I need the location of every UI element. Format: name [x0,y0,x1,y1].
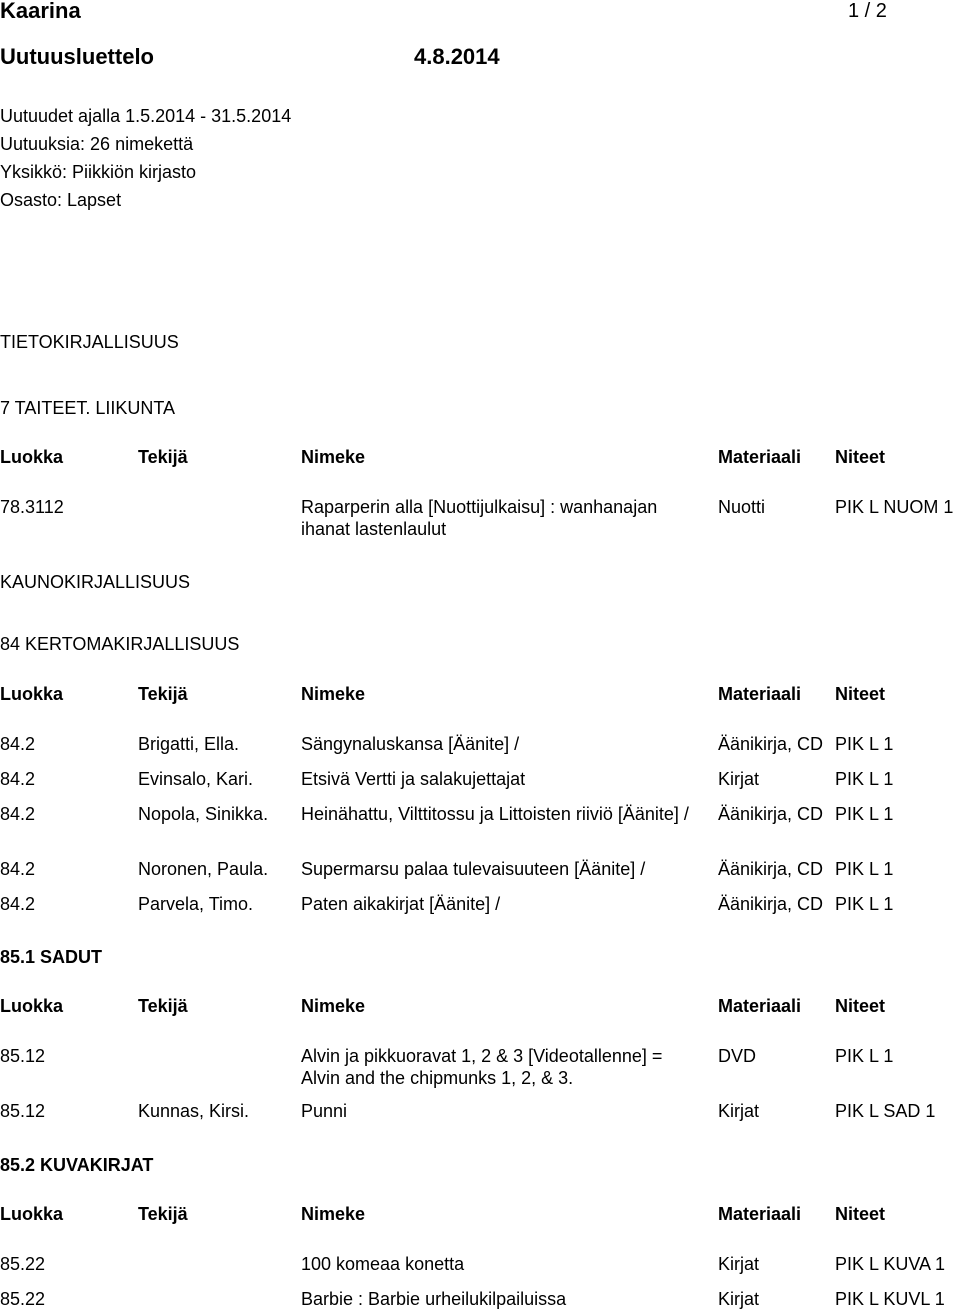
cell-niteet: PIK L 1 [835,769,894,789]
column-header-nimeke: Nimeke [301,684,366,704]
cell-niteet: PIK L 1 [835,894,894,914]
column-header-tekija: Tekijä [138,684,188,704]
cell-materiaali: DVD [718,1046,757,1066]
cell-luokka: 84.2 [0,859,36,879]
section-heading-kuvakirjat: 85.2 KUVAKIRJAT [0,1155,154,1175]
table-header [0,995,960,1017]
cell-luokka: 84.2 [0,734,36,754]
section-heading-tietokirjallisuus: TIETOKIRJALLISUUS [0,332,179,352]
cell-luokka: 84.2 [0,894,36,914]
column-header-tekija: Tekijä [138,996,188,1016]
cell-luokka: 85.22 [0,1289,46,1309]
cell-materiaali: Kirjat [718,1254,760,1274]
table-header [0,446,960,468]
cell-luokka: 85.22 [0,1254,46,1274]
cell-luokka: 85.12 [0,1101,46,1121]
cell-tekija: Nopola, Sinikka. [138,804,269,824]
cell-luokka: 78.3112 [0,497,64,517]
cell-niteet: PIK L KUVA 1 [835,1254,946,1274]
column-header-niteet: Niteet [835,1204,886,1224]
meta-period: Uutuudet ajalla 1.5.2014 - 31.5.2014 [0,106,292,126]
cell-niteet: PIK L SAD 1 [835,1101,936,1121]
cell-nimeke: Alvin ja pikkuoravat 1, 2 & 3 [Videotallenne] = Alvin and the chipmunks 1, 2, & 3. [301,1046,663,1088]
cell-materiaali: Äänikirja, CD [718,804,824,824]
column-header-tekija: Tekijä [138,447,188,467]
cell-tekija: Brigatti, Ella. [138,734,240,754]
meta-department: Osasto: Lapset [0,190,122,210]
column-header-nimeke: Nimeke [301,447,366,467]
cell-materiaali: Äänikirja, CD [718,859,824,879]
cell-luokka: 84.2 [0,769,36,789]
cell-materiaali: Kirjat [718,1101,760,1121]
cell-niteet: PIK L 1 [835,1046,894,1066]
column-header-luokka: Luokka [0,996,64,1016]
column-header-nimeke: Nimeke [301,1204,366,1224]
table-header [0,1203,960,1225]
column-header-niteet: Niteet [835,447,886,467]
cell-nimeke: Raparperin alla [Nuottijulkaisu] : wanhanajan ihanat lastenlaulut [301,497,658,539]
list-date: 4.8.2014 [414,44,500,69]
column-header-niteet: Niteet [835,996,886,1016]
section-heading-kaunokirjallisuus: KAUNOKIRJALLISUUS [0,572,191,592]
table-header [0,683,960,705]
column-header-nimeke: Nimeke [301,996,366,1016]
cell-nimeke: 100 komeaa konetta [301,1254,465,1274]
cell-tekija: Noronen, Paula. [138,859,269,879]
cell-nimeke: Sängynaluskansa [Äänite] / [301,734,520,754]
cell-tekija: Evinsalo, Kari. [138,769,254,789]
cell-nimeke: Etsivä Vertti ja salakujettajat [301,769,526,789]
organization-name: Kaarina [0,0,81,23]
cell-materiaali: Nuotti [718,497,766,517]
cell-materiaali: Kirjat [718,769,760,789]
cell-tekija: Kunnas, Kirsi. [138,1101,250,1121]
page-number: 1 / 2 [848,0,887,22]
cell-materiaali: Äänikirja, CD [718,894,824,914]
cell-nimeke: Punni [301,1101,348,1121]
meta-count: Uutuuksia: 26 nimekettä [0,134,194,154]
cell-nimeke: Heinähattu, Vilttitossu ja Littoisten riiviö [Äänite] / [301,804,689,824]
column-header-niteet: Niteet [835,684,886,704]
column-header-materiaali: Materiaali [718,1204,802,1224]
cell-nimeke: Paten aikakirjat [Äänite] / [301,894,501,914]
cell-materiaali: Kirjat [718,1289,760,1309]
cell-niteet: PIK L 1 [835,859,894,879]
section-heading-sadut: 85.1 SADUT [0,947,103,967]
column-header-materiaali: Materiaali [718,684,802,704]
cell-nimeke: Supermarsu palaa tulevaisuuteen [Äänite] / [301,859,646,879]
column-header-luokka: Luokka [0,684,64,704]
cell-tekija: Parvela, Timo. [138,894,254,914]
cell-materiaali: Äänikirja, CD [718,734,824,754]
column-header-materiaali: Materiaali [718,447,802,467]
cell-luokka: 84.2 [0,804,36,824]
cell-niteet: PIK L NUOM 1 [835,497,954,517]
cell-luokka: 85.12 [0,1046,46,1066]
meta-unit: Yksikkö: Piikkiön kirjasto [0,162,197,182]
column-header-luokka: Luokka [0,447,64,467]
column-header-tekija: Tekijä [138,1204,188,1224]
cell-niteet: PIK L 1 [835,734,894,754]
section-heading-kertomakirjallisuus: 84 KERTOMAKIRJALLISUUS [0,634,240,654]
cell-nimeke: Barbie : Barbie urheilukilpailuissa [301,1289,567,1309]
column-header-materiaali: Materiaali [718,996,802,1016]
column-header-luokka: Luokka [0,1204,64,1224]
cell-niteet: PIK L KUVL 1 [835,1289,945,1309]
list-title: Uutuusluettelo [0,44,154,69]
cell-niteet: PIK L 1 [835,804,894,824]
section-heading-taiteet: 7 TAITEET. LIIKUNTA [0,398,176,418]
